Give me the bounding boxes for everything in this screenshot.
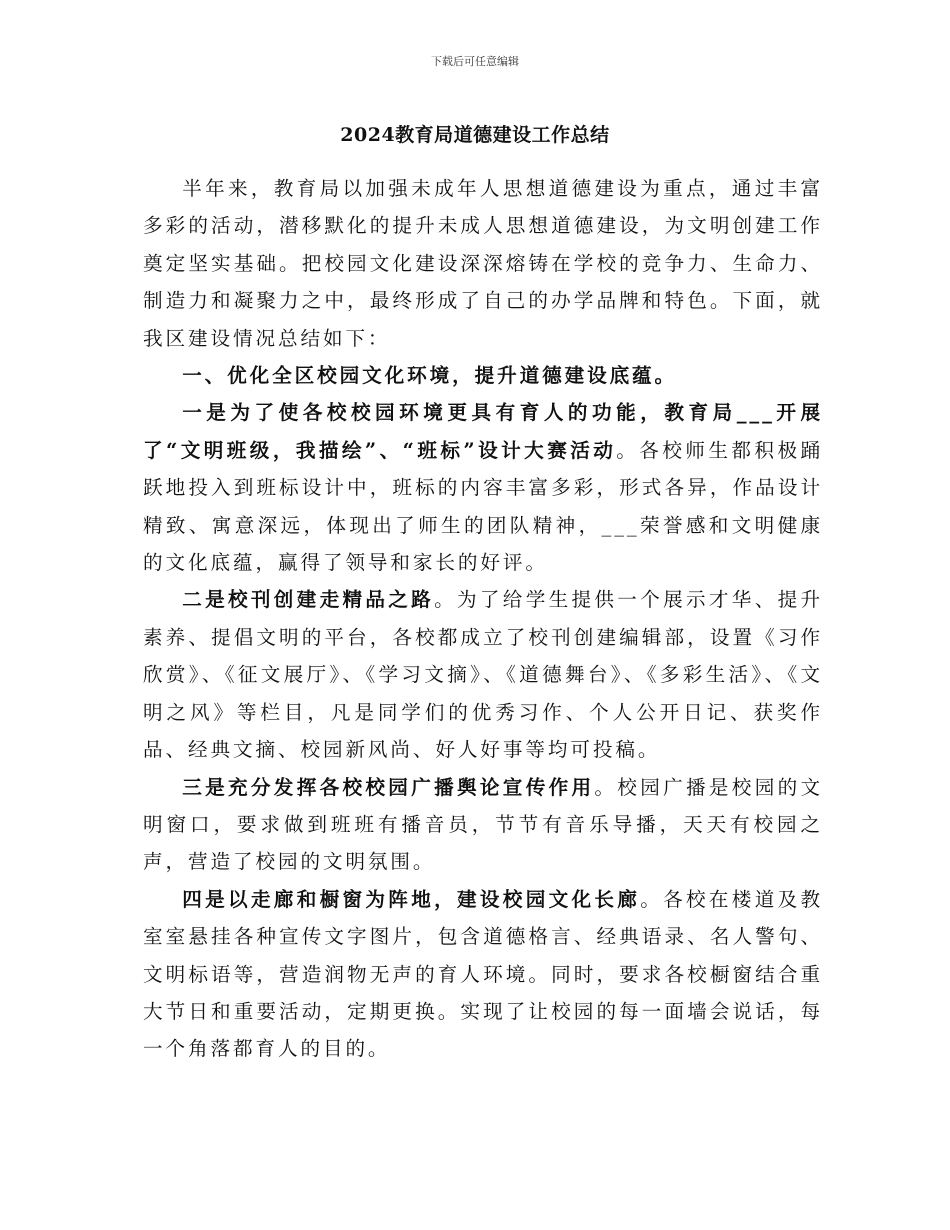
item-lead: 四是以走廊和橱窗为阵地，建设校园文化长廊	[182, 887, 641, 911]
item-text: 。各校在楼道及教室室悬挂各种宣传文字图片，包含道德格言、经典语录、名人警句、文明标语等，营造润物无声的育人环境。同时，要求各校橱窗结合重大节日和重要活动，定期更换。实现了让校园的每一面墙会说话，每一个角落都育人的目的。	[143, 887, 824, 1061]
item-lead: 二是校刊创建走精品之路	[182, 588, 435, 612]
item-lead: 一是为了使各校校园环境更具有育人的功能，教育局___开展了“文明班级，我描绘”、“班标”设计大赛活动	[143, 401, 823, 462]
item-text: 。为了给学生提供一个展示才华、提升素养、提倡文明的平台，各校都成立了校刊创建编辑部，设置《习作欣赏》、《征文展厅》、《学习文摘》、《道德舞台》、《多彩生活》、《文明之风》等栏目，凡是同学们的优秀习作、个人公开日记、获奖作品、经典文摘、校园新风尚、好人好事等均可投稿。	[143, 588, 823, 762]
item-lead: 三是充分发挥各校校园广播舆论宣传作用	[182, 775, 595, 799]
document-body	[143, 170, 823, 1068]
item-paragraph	[143, 394, 823, 581]
item-paragraph	[143, 881, 823, 1068]
document-title: 2024教育局道德建设工作总结	[340, 124, 610, 146]
item-paragraph	[143, 581, 823, 768]
item-text: 。各校师生都积极踊跃地投入到班标设计中，班标的内容丰富多彩，形式各异，作品设计精致、寓意深远，体现出了师生的团队精神，___荣誉感和文明健康的文化底蕴，赢得了领导和家长的好评。	[143, 438, 823, 575]
page-header-note: 下载后可任意编辑	[431, 55, 519, 68]
item-paragraph	[143, 769, 823, 881]
intro-paragraph: 半年来，教育局以加强未成年人思想道德建设为重点，通过丰富多彩的活动，潜移默化的提升未成人思想道德建设，为文明创建工作奠定坚实基础。把校园文化建设深深熔铸在学校的竞争力、生命力、制造力和凝聚力之中，最终形成了自己的办学品牌和特色。下面，就我区建设情况总结如下：	[143, 177, 823, 350]
item-text: 。校园广播是校园的文明窗口，要求做到班班有播音员，节节有音乐导播，天天有校园之声，营造了校园的文明氛围。	[143, 775, 824, 874]
section-heading: 一、优化全区校园文化环境，提升道德建设底蕴。	[182, 364, 678, 388]
